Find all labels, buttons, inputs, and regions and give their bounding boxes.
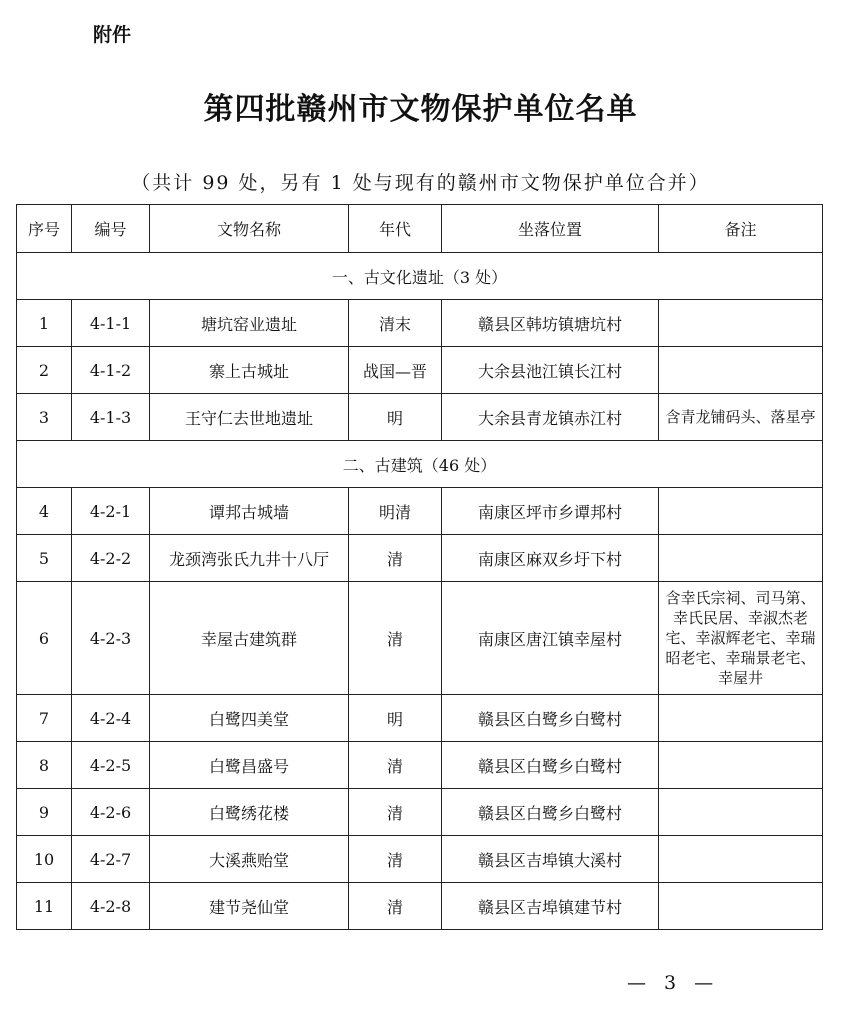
cell-name: 寨上古城址 [150,347,349,394]
attachment-label: 附件 [93,24,132,46]
cell-code: 4-2-3 [72,582,150,695]
cell-era: 清 [349,883,442,930]
cell-code: 4-2-8 [72,883,150,930]
cell-era: 清 [349,789,442,836]
table-row [17,883,823,930]
section-title-buildings: 二、古建筑（46 处） [17,441,823,488]
cell-note [659,836,823,883]
cell-location: 赣县区白鹭乡白鹭村 [442,695,659,742]
cell-name: 大溪燕贻堂 [150,836,349,883]
cell-no: 10 [17,836,72,883]
cell-era: 战国—晋 [349,347,442,394]
table-row [17,695,823,742]
cell-note [659,300,823,347]
cell-era: 明 [349,695,442,742]
header-code: 编号 [72,205,150,253]
header-location: 坐落位置 [442,205,659,253]
cell-note [659,789,823,836]
cell-no: 6 [17,582,72,695]
cell-name: 建节尧仙堂 [150,883,349,930]
document-title: 第四批赣州市文物保护单位名单 [203,92,638,127]
table-header-row [17,205,823,253]
header-era: 年代 [349,205,442,253]
section-title-sites: 一、古文化遗址（3 处） [17,253,823,300]
header-name: 文物名称 [150,205,349,253]
cell-note [659,488,823,535]
cell-era: 清 [349,836,442,883]
cell-name: 白鹭四美堂 [150,695,349,742]
cell-location: 大余县青龙镇赤江村 [442,394,659,441]
cell-no: 5 [17,535,72,582]
table-row [17,742,823,789]
cell-no: 1 [17,300,72,347]
cell-location: 赣县区吉埠镇建节村 [442,883,659,930]
cell-code: 4-2-2 [72,535,150,582]
cell-era: 清 [349,535,442,582]
table-row [17,347,823,394]
cell-note: 含幸氏宗祠、司马第、幸氏民居、幸淑杰老宅、幸淑辉老宅、幸瑞昭老宅、幸瑞景老宅、幸屋井 [659,582,823,695]
cell-no: 4 [17,488,72,535]
cell-location: 赣县区吉埠镇大溪村 [442,836,659,883]
table-row [17,535,823,582]
cell-location: 赣县区韩坊镇塘坑村 [442,300,659,347]
cell-code: 4-2-6 [72,789,150,836]
section-row [17,253,823,300]
section-row [17,441,823,488]
cell-note [659,535,823,582]
cell-no: 7 [17,695,72,742]
cell-no: 9 [17,789,72,836]
cell-code: 4-1-3 [72,394,150,441]
cell-code: 4-2-5 [72,742,150,789]
cell-code: 4-2-7 [72,836,150,883]
cell-no: 8 [17,742,72,789]
cell-name: 幸屋古建筑群 [150,582,349,695]
header-no: 序号 [17,205,72,253]
cell-era: 清 [349,582,442,695]
cell-code: 4-2-1 [72,488,150,535]
table-row [17,488,823,535]
cell-era: 明清 [349,488,442,535]
cell-location: 南康区坪市乡谭邦村 [442,488,659,535]
table-row [17,300,823,347]
cell-no: 11 [17,883,72,930]
cell-code: 4-2-4 [72,695,150,742]
cell-note [659,695,823,742]
heritage-list-table [16,204,823,930]
cell-location: 南康区麻双乡圩下村 [442,535,659,582]
table-row [17,582,823,695]
cell-location: 大余县池江镇长江村 [442,347,659,394]
cell-location: 赣县区白鹭乡白鹭村 [442,789,659,836]
cell-location: 赣县区白鹭乡白鹭村 [442,742,659,789]
cell-era: 明 [349,394,442,441]
cell-name: 白鹭昌盛号 [150,742,349,789]
table-row [17,836,823,883]
table-row [17,789,823,836]
cell-name: 王守仁去世地遗址 [150,394,349,441]
cell-name: 谭邦古城墙 [150,488,349,535]
document-subtitle: （共计 99 处，另有 1 处与现有的赣州市文物保护单位合并） [131,172,710,194]
cell-note: 含青龙铺码头、落星亭 [659,394,823,441]
cell-name: 塘坑窑业遗址 [150,300,349,347]
table-row [17,394,823,441]
cell-no: 2 [17,347,72,394]
cell-name: 龙颈湾张氏九井十八厅 [150,535,349,582]
cell-code: 4-1-2 [72,347,150,394]
cell-note [659,883,823,930]
cell-name: 白鹭绣花楼 [150,789,349,836]
cell-era: 清末 [349,300,442,347]
header-note: 备注 [659,205,823,253]
cell-note [659,742,823,789]
page-number: — 3 — [627,972,720,994]
cell-era: 清 [349,742,442,789]
cell-note [659,347,823,394]
cell-code: 4-1-1 [72,300,150,347]
cell-no: 3 [17,394,72,441]
cell-location: 南康区唐江镇幸屋村 [442,582,659,695]
